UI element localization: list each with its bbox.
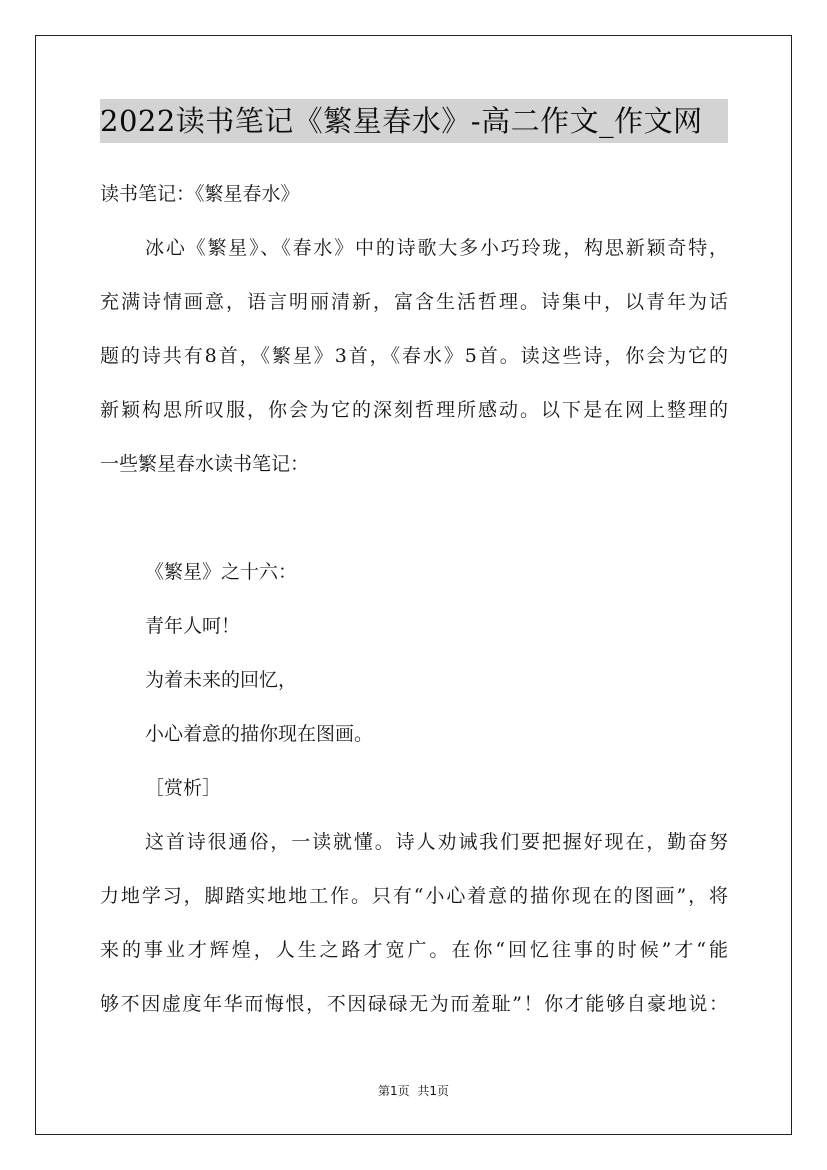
appreciation-line-1: 这首诗很通俗，一读就懂。诗人劝诫我们要把握好现在，勤奋努: [145, 831, 728, 853]
page-number: 第1页: [378, 1084, 410, 1098]
intro-line-5: 一些繁星春水读书笔记：: [100, 453, 310, 475]
intro-line-2: 充满诗情画意，语言明丽清新，富含生活哲理。诗集中，以青年为话: [100, 291, 728, 313]
poem-line-1: 青年人呵！: [145, 615, 241, 637]
appreciation-line-4: 够不因虚度年华而悔恨，不因碌碌无为而羞耻”！你才能够自豪地说：: [100, 993, 728, 1015]
intro-line-1: 冰心《繁星》、《春水》中的诗歌大多小巧玲珑，构思新颖奇特，: [145, 237, 728, 259]
page-total: 共1页: [417, 1084, 449, 1098]
document-subtitle: 读书笔记：《繁星春水》: [100, 183, 300, 205]
poem-line-3: 小心着意的描你现在图画。: [145, 723, 374, 745]
poem-line-2: 为着未来的回忆，: [145, 669, 298, 691]
intro-line-4: 新颖构思所叹服，你会为它的深刻哲理所感动。以下是在网上整理的: [100, 399, 728, 421]
page-footer: [0, 1083, 827, 1099]
appreciation-line-2: 力地学习，脚踏实地地工作。只有“小心着意的描你现在的图画”，将: [100, 885, 728, 907]
title-highlight: [100, 99, 728, 143]
intro-line-3: 题的诗共有8首，《繁星》3首，《春水》5首。读这些诗，你会为它的: [100, 345, 728, 367]
appreciation-heading: ［赏析］: [145, 777, 222, 799]
document-title: 2022读书笔记《繁星春水》-高二作文_作文网: [100, 104, 703, 138]
poem-heading: 《繁星》之十六：: [145, 561, 298, 583]
appreciation-line-3: 来的事业才辉煌，人生之路才宽广。在你“回忆往事的时候”才“能: [100, 939, 728, 961]
